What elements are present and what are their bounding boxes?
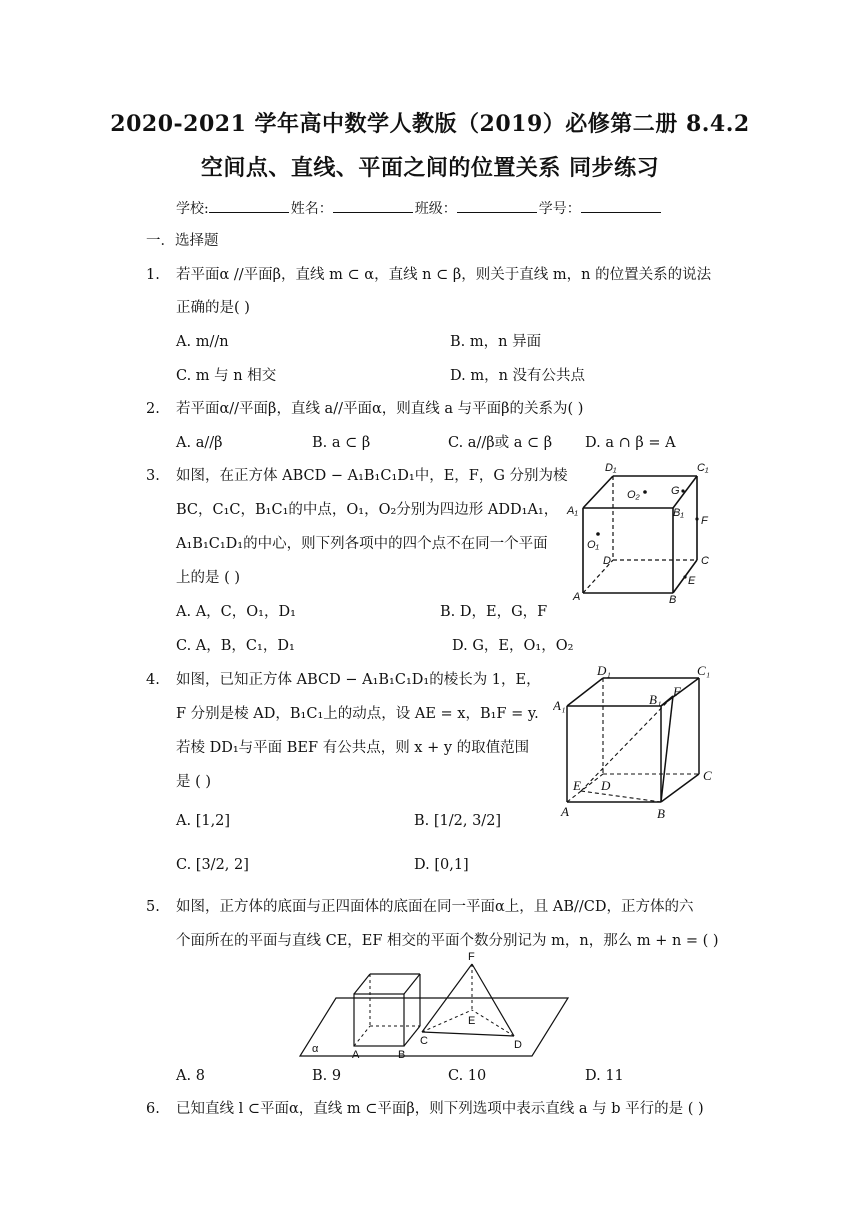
q3-stem-line2: BC，C₁C，B₁C₁的中点，O₁，O₂分别为四边形 ADD₁A₁， [176,502,559,518]
q4-label-b1: B₁ [649,692,662,707]
q5-option-c: C. 10 [448,1068,487,1084]
q3-stem-line4: 上的是 ( ) [176,570,241,586]
q3-label-a1: A₁ [567,505,578,517]
q4-option-b: B. [1/2, 3/2] [414,813,502,829]
q3-number: 3. [146,468,160,484]
school-blank [209,200,289,213]
q3-option-a: A. A，C，O₁，D₁ [176,604,296,620]
q3-label-c1: C₁ [697,462,709,474]
q3-label-f: F [701,515,708,527]
q3-stem-line3: A₁B₁C₁D₁的中心，则下列各项中的四个点不在同一个平面 [176,536,548,552]
q5-label-b: B [398,1049,406,1061]
q1-option-b: B. m，n 异面 [450,334,542,350]
q3-option-d: D. G，E，O₁，O₂ [452,638,574,654]
q4-label-e: E [573,778,581,793]
q4-label-c: C [703,768,712,783]
q4-option-d: D. [0,1] [414,857,469,873]
q6-stem-line1: 已知直线 l ⊂平面α，直线 m ⊂平面β，则下列选项中表示直线 a 与 b 平行的是 ( ) [176,1101,704,1117]
q4-label-c1: C₁ [697,664,711,678]
q4-stem-line3: 若棱 DD₁与平面 BEF 有公共点，则 x + y 的取值范围 [176,740,530,756]
q4-stem-line2: F 分别是棱 AD，B₁C₁上的动点，设 AE = x，B₁F = y. [176,706,539,722]
q4-label-a: A [561,804,569,819]
q3-stem-line1: 如图，在正方体 ABCD − A₁B₁C₁D₁中，E，F，G 分别为棱 [176,468,568,484]
q1-option-a: A. m//n [176,334,229,350]
q3-label-o1: O₁ [587,539,600,551]
q5-label-a: A [352,1049,360,1061]
q4-label-d1: D₁ [597,664,611,678]
class-label: 班级： [414,201,457,217]
q4-cube-figure [553,664,723,824]
doc-title-line2: 空间点、直线、平面之间的位置关系 同步练习 [200,155,660,181]
q3-label-a: A [573,591,581,603]
q3-option-b: B. D，E，G，F [440,604,548,620]
q5-stem-line1: 如图，正方体的底面与正四面体的底面在同一平面α上，且 AB//CD，正方体的六 [176,899,694,915]
q3-label-d1: D₁ [605,462,617,474]
id-blank [581,200,661,213]
doc-title-line1: 2020-2021 学年高中数学人教版（2019）必修第二册 8.4.2 [110,111,750,137]
q5-label-e: E [468,1015,476,1027]
q2-option-d: D. a ∩ β = A [585,435,676,451]
name-label: 姓名： [290,201,333,217]
q5-label-d: D [514,1039,522,1051]
section-title: 一．选择题 [146,233,219,249]
q3-label-d: D [603,555,611,567]
q3-label-c: C [701,555,709,567]
q2-option-b: B. a ⊂ β [312,435,371,451]
q4-label-f: F [673,684,681,699]
q4-label-a1: A₁ [553,698,566,713]
q3-label-b: B [669,594,677,606]
q2-option-a: A. a//β [176,435,223,451]
q3-label-o2: O₂ [627,489,640,501]
q5-option-b: B. 9 [312,1068,342,1084]
q3-cube-figure [565,458,725,606]
q4-stem-line4: 是 ( ) [176,774,212,790]
q1-option-d: D. m，n 没有公共点 [450,368,586,384]
q5-option-d: D. 11 [585,1068,624,1084]
q1-stem-line2: 正确的是( ) [176,300,250,316]
q4-option-c: C. [3/2, 2] [176,857,249,873]
q2-number: 2. [146,401,160,417]
q1-number: 1. [146,267,160,283]
q5-stem-line2: 个面所在的平面与直线 CE，EF 相交的平面个数分别记为 m，n，那么 m + n = ( ) [176,933,719,949]
q2-option-c: C. a//β或 a ⊂ β [448,435,553,451]
q3-option-c: C. A，B，C₁，D₁ [176,638,295,654]
q1-option-c: C. m 与 n 相交 [176,368,277,384]
q5-label-c: C [420,1035,428,1047]
q3-label-g: G [671,485,680,497]
id-label: 学号： [538,201,581,217]
q5-label-alpha: α [312,1043,319,1055]
q4-option-a: A. [1,2] [176,813,231,829]
q5-label-f: F [468,951,475,963]
student-info-row [176,198,663,218]
school-label: 学校: [176,201,209,217]
q5-option-a: A. 8 [176,1068,205,1084]
q5-plane-figure [298,950,570,1062]
q3-label-b1: B₁ [673,507,684,519]
q4-label-d: D [601,778,611,793]
q5-number: 5. [146,899,160,915]
q4-number: 4. [146,672,160,688]
q2-stem-line1: 若平面α//平面β，直线 a//平面α，则直线 a 与平面β的关系为( ) [176,401,584,417]
q1-stem-line1: 若平面α //平面β，直线 m ⊂ α，直线 n ⊂ β，则关于直线 m，n 的位置关系的说法 [176,267,712,283]
q6-number: 6. [146,1101,160,1117]
q4-label-b: B [657,806,665,821]
q3-label-e: E [688,575,696,587]
class-blank [457,200,537,213]
name-blank [333,200,413,213]
q4-stem-line1: 如图，已知正方体 ABCD − A₁B₁C₁D₁的棱长为 1，E， [176,672,541,688]
